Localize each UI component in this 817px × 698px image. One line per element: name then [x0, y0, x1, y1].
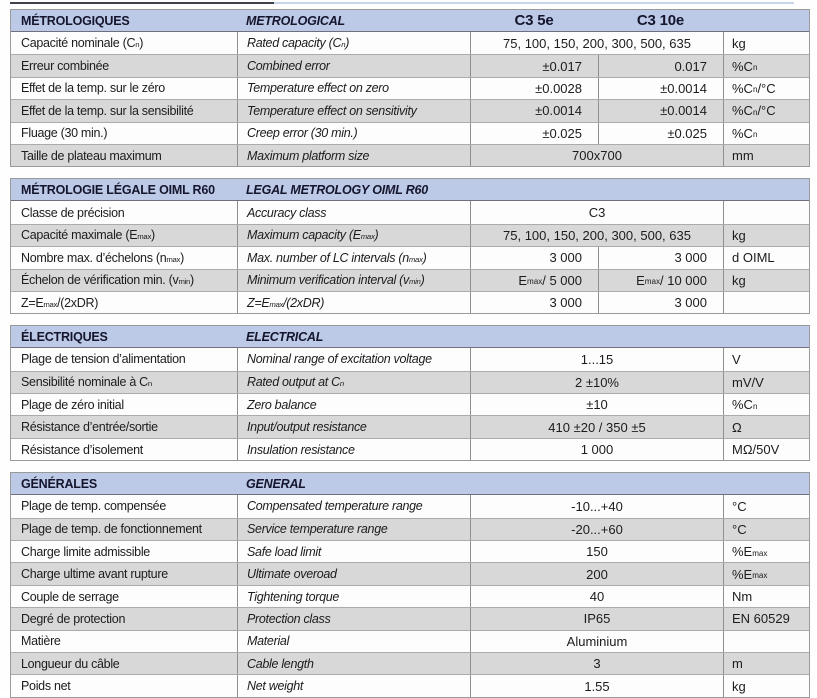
spec-row [11, 224, 809, 246]
spec-value-span: 200 [470, 563, 723, 584]
spec-label-fr: Échelon de vérification min. (v $_{min}$ ) [21, 273, 194, 288]
spec-row [11, 562, 809, 584]
spec-label-en: Cable length [237, 653, 470, 674]
spec-value-span: ±10 [470, 394, 723, 415]
spec-label-fr: Plage de tension d’alimentation [21, 352, 186, 367]
spec-label-fr: Capacité maximale (E $_{max}$ ) [21, 228, 155, 243]
spec-label-en: Temperature effect on sensitivity [237, 100, 470, 121]
spec-value-c3-5e: 3 000 [470, 292, 598, 313]
section-electrical [10, 325, 810, 461]
spec-unit: %C $_n$ [723, 123, 809, 144]
spec-unit [723, 631, 809, 652]
section-title-en: METROLOGICAL [246, 13, 345, 28]
spec-label-fr: Couple de serrage [21, 589, 119, 604]
spec-value-span: Aluminium [470, 631, 723, 652]
spec-unit: Nm [723, 586, 809, 607]
spec-row [11, 122, 809, 144]
spec-row [11, 438, 809, 460]
spec-unit: °C [723, 495, 809, 517]
spec-unit: EN 60529 [723, 608, 809, 629]
spec-row [11, 77, 809, 99]
column-header-c3-5e: C3 5e [514, 12, 554, 29]
spec-row [11, 291, 809, 313]
spec-value-span: 75, 100, 150, 200, 300, 500, 635 [470, 32, 723, 54]
section-header-row [11, 473, 809, 495]
spec-unit: °C [723, 519, 809, 540]
spec-row [11, 269, 809, 291]
spec-row [11, 518, 809, 540]
section-rows [11, 201, 809, 313]
spec-value-span: 700x700 [470, 145, 723, 166]
section-rows [11, 32, 809, 166]
spec-unit: Ω [723, 416, 809, 437]
spec-label-en: Protection class [237, 608, 470, 629]
spec-unit: %C $_n$ /°C [723, 100, 809, 121]
spec-row [11, 674, 809, 696]
spec-label-en: Net weight [237, 675, 470, 696]
section-title-en: LEGAL METROLOGY OIML R60 [246, 182, 429, 197]
spec-label-fr: Classe de précision [21, 205, 125, 220]
spec-row [11, 32, 809, 54]
spec-value-c3-10e: 3 000 [598, 292, 723, 313]
spec-label-en: Material [237, 631, 470, 652]
spec-label-en: Ultimate overoad [237, 563, 470, 584]
spec-value-c3-5e: ±0.0014 [470, 100, 598, 121]
section-title-en: ELECTRICAL [246, 329, 324, 344]
spec-label-en: Input/output resistance [237, 416, 470, 437]
spec-row [11, 495, 809, 517]
spec-value-span: 410 ±20 / 350 ±5 [470, 416, 723, 437]
spec-unit: d OIML [723, 247, 809, 268]
spec-unit: MΩ/50V [723, 439, 809, 460]
spec-unit: kg [723, 270, 809, 291]
spec-row [11, 54, 809, 76]
spec-value-span: -10...+40 [470, 495, 723, 517]
spec-label-en: Maximum capacity (E $_{max}$ ) [237, 225, 470, 246]
spec-value-span: 2 ±10% [470, 372, 723, 393]
spec-label-en: Safe load limit [237, 541, 470, 562]
spec-value-c3-10e: ±0.0014 [598, 78, 723, 99]
spec-value-span: -20...+60 [470, 519, 723, 540]
spec-label-en: Minimum verification interval (v $_{min}$ ) [237, 270, 470, 291]
spec-label-fr: Résistance d’entrée/sortie [21, 420, 158, 435]
spec-label-fr: Nombre max. d’échelons (n $_{max}$ ) [21, 250, 184, 265]
section-header-row [11, 179, 809, 201]
spec-value-span: 1...15 [470, 348, 723, 370]
spec-label-fr: Erreur combinée [21, 59, 109, 74]
spec-label-fr: Taille de plateau maximum [21, 148, 162, 163]
spec-label-fr: Charge limite admissible [21, 544, 150, 559]
spec-value-c3-5e: ±0.025 [470, 123, 598, 144]
spec-value-span: 3 [470, 653, 723, 674]
section-rows [11, 348, 809, 460]
spec-unit: m [723, 653, 809, 674]
spec-unit: %C $_n$ [723, 55, 809, 76]
spec-row [11, 348, 809, 370]
spec-unit: %C $_n$ /°C [723, 78, 809, 99]
spec-value-c3-5e: ±0.017 [470, 55, 598, 76]
spec-row [11, 585, 809, 607]
spec-unit: %C $_n$ [723, 394, 809, 415]
spec-row [11, 415, 809, 437]
spec-value-span: 150 [470, 541, 723, 562]
spec-row [11, 393, 809, 415]
section-general [10, 472, 810, 698]
spec-label-en: Max. number of LC intervals (n $_{max}$ ) [237, 247, 470, 268]
spec-label-fr: Plage de temp. de fonctionnement [21, 522, 202, 537]
spec-label-fr: Sensibilité nominale à C $_n$ [21, 375, 152, 390]
spec-row [11, 371, 809, 393]
section-header-row [11, 10, 809, 32]
spec-row [11, 540, 809, 562]
spec-label-en: Z=E $_{max}$ /(2xDR) [237, 292, 470, 313]
spec-label-fr: Plage de temp. compensée [21, 499, 166, 514]
spec-unit [723, 201, 809, 223]
spec-label-en: Zero balance [237, 394, 470, 415]
section-metrological [10, 9, 810, 167]
spec-value-c3-10e: 0.017 [598, 55, 723, 76]
spec-row [11, 652, 809, 674]
spec-unit [723, 292, 809, 313]
section-title-en: GENERAL [246, 476, 306, 491]
spec-value-c3-10e: ±0.0014 [598, 100, 723, 121]
section-header-row [11, 326, 809, 348]
spec-label-en: Rated output at C $_n$ [237, 372, 470, 393]
spec-label-en: Rated capacity (C $_n$ ) [237, 32, 470, 54]
spec-unit: kg [723, 225, 809, 246]
spec-label-en: Maximum platform size [237, 145, 470, 166]
spec-value-c3-5e: 3 000 [470, 247, 598, 268]
spec-label-fr: Z=E $_{max}$ /(2xDR) [21, 295, 99, 310]
section-rows [11, 495, 809, 697]
section-legal-metrology [10, 178, 810, 314]
spec-label-fr: Plage de zéro initial [21, 397, 124, 412]
spec-row [11, 201, 809, 223]
spec-value-span: C3 [470, 201, 723, 223]
spec-value-span: 1.55 [470, 675, 723, 696]
section-title-fr: MÉTROLOGIQUES [21, 13, 130, 28]
spec-unit: mm [723, 145, 809, 166]
spec-label-fr: Poids net [21, 679, 71, 694]
spec-label-fr: Charge ultime avant rupture [21, 567, 168, 582]
spec-value-span: 75, 100, 150, 200, 300, 500, 635 [470, 225, 723, 246]
spec-label-en: Service temperature range [237, 519, 470, 540]
spec-label-fr: Capacité nominale (C $_n$ ) [21, 36, 144, 51]
page-top-rule [10, 2, 810, 4]
section-title-fr: GÉNÉRALES [21, 476, 97, 491]
spec-unit: V [723, 348, 809, 370]
spec-value-c3-5e: ±0.0028 [470, 78, 598, 99]
section-title-fr: ÉLECTRIQUES [21, 329, 108, 344]
spec-label-fr: Matière [21, 634, 61, 649]
spec-unit: kg [723, 32, 809, 54]
spec-label-fr: Fluage (30 min.) [21, 126, 108, 141]
section-title-fr: MÉTROLOGIE LÉGALE OIML R60 [21, 182, 215, 197]
spec-label-en: Combined error [237, 55, 470, 76]
spec-unit: mV/V [723, 372, 809, 393]
spec-value-c3-10e: E $_{max}$ / 10 000 [598, 270, 723, 291]
spec-row [11, 607, 809, 629]
spec-label-en: Insulation resistance [237, 439, 470, 460]
spec-unit: %E $_{max}$ [723, 563, 809, 584]
spec-row [11, 630, 809, 652]
spec-label-fr: Effet de la temp. sur la sensibilité [21, 103, 194, 118]
spec-label-en: Tightening torque [237, 586, 470, 607]
spec-value-c3-10e: ±0.025 [598, 123, 723, 144]
spec-label-en: Accuracy class [237, 201, 470, 223]
spec-label-en: Temperature effect on zero [237, 78, 470, 99]
spec-row [11, 99, 809, 121]
spec-label-fr: Effet de la temp. sur le zéro [21, 81, 165, 96]
spec-unit: %E $_{max}$ [723, 541, 809, 562]
spec-value-c3-10e: 3 000 [598, 247, 723, 268]
spec-value-c3-5e: E $_{max}$ / 5 000 [470, 270, 598, 291]
column-header-c3-10e: C3 10e [636, 12, 685, 29]
spec-value-span: 40 [470, 586, 723, 607]
spec-value-span: 1 000 [470, 439, 723, 460]
spec-label-fr: Degré de protection [21, 611, 126, 626]
spec-value-span: IP65 [470, 608, 723, 629]
spec-label-en: Nominal range of excitation voltage [237, 348, 470, 370]
spec-row [11, 144, 809, 166]
spec-row [11, 246, 809, 268]
spec-unit: kg [723, 675, 809, 696]
spec-label-fr: Longueur du câble [21, 656, 120, 671]
spec-label-en: Creep error (30 min.) [237, 123, 470, 144]
spec-label-en: Compensated temperature range [237, 495, 470, 517]
spec-label-fr: Résistance d’isolement [21, 442, 143, 457]
